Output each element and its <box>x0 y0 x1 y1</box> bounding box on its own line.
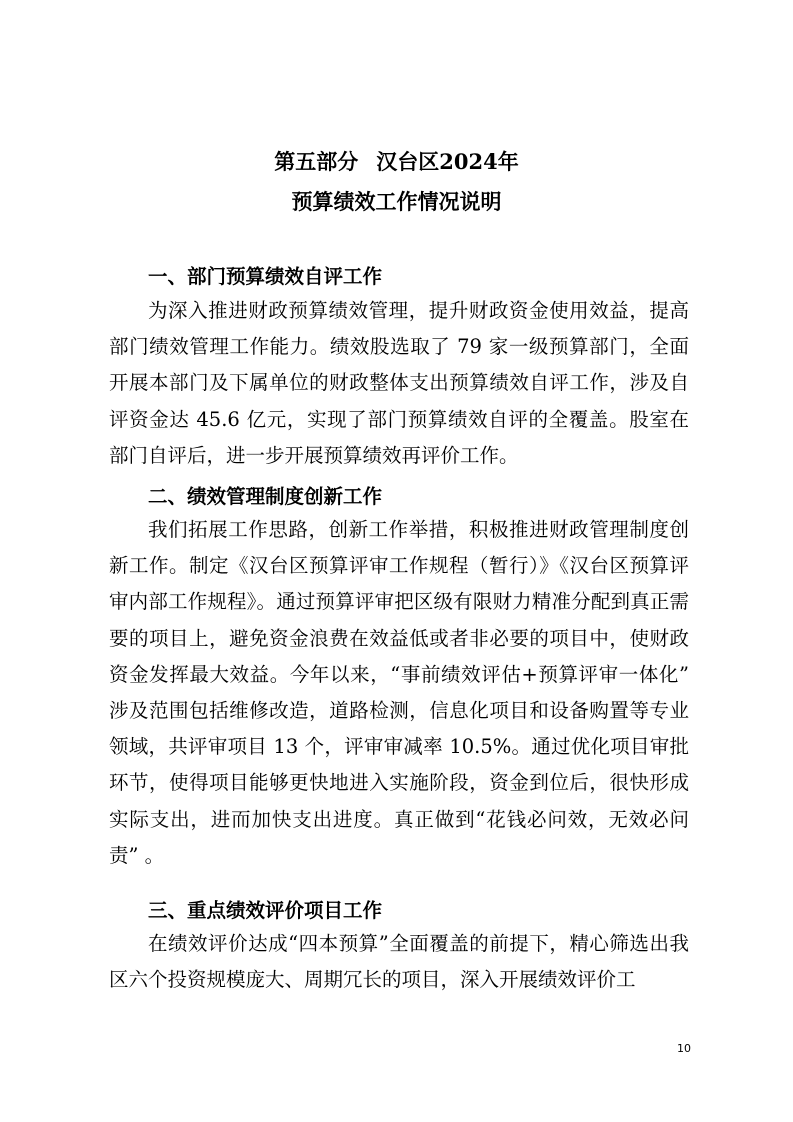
section-paragraph-2 <box>109 512 689 874</box>
text-line: 全面开展本部门及下属单位的财政整体支出预算绩效自评工作， <box>109 335 689 395</box>
text-line: 创新工作。制定《汉台区预算评审工作规程（暂行）》《汉台区预 <box>109 518 689 578</box>
section-heading-2: 二、绩效管理制度创新工作 <box>148 485 383 508</box>
title-part-label: 第五部分 <box>274 149 359 174</box>
text-line: 金到位后，很快形成实际支出，进而加快支出进度。真正做到“花 <box>109 771 689 831</box>
text-line: 算评审内部工作规程》。通过预算评审把区级有限财力精准分配 <box>109 554 689 614</box>
section-heading-3: 三、重点绩效评价项目工作 <box>148 899 383 922</box>
text-line: 为深入推进财政预算绩效管理，提升财政资金使用效益，提 <box>148 299 670 322</box>
text-line: 到真正需要的项目上，避免资金浪费在效益低或者非必要的项目 <box>109 590 689 650</box>
text-line: 评审一体化” 涉及范围包括维修改造，道路检测，信息化项目和 <box>109 662 689 723</box>
section-heading-1: 一、部门预算绩效自评工作 <box>148 265 383 288</box>
text-line: 股室在部门自评后，进一步开展预算绩效再评价工作。 <box>109 407 689 467</box>
text-line: 中，使财政资金发挥最大效益。今年以来，“事前绩效评估+预算 <box>109 626 689 686</box>
title-region-year: 汉台区2024年 <box>376 149 519 174</box>
text-line: 钱必问效，无效必问责” 。 <box>109 807 689 867</box>
text-line: 我们拓展工作思路，创新工作举措，积极推进财政管理制度 <box>148 518 670 541</box>
text-line: 涉及自评资金达 45.6 亿元，实现了部门预算绩效自评的全覆盖。 <box>109 371 689 431</box>
text-line: 高部门绩效管理工作能力。绩效股选取了 79 家一级预算部门， <box>109 299 689 359</box>
text-line: 在绩效评价达成“四本预算”全面覆盖的前提下，精心筛选出 <box>148 932 670 955</box>
text-line: 我区六个投资规模庞大、周期冗长的项目，深入开展绩效评价工 <box>109 932 689 992</box>
page-number: 10 <box>677 1042 691 1055</box>
section-paragraph-1 <box>109 293 689 474</box>
section-paragraph-3 <box>109 926 689 998</box>
text-line: 通过优化项目审批环节，使得项目能够更快地进入实施阶段，资 <box>109 735 689 795</box>
page-title-line-2: 预算绩效工作情况说明 <box>291 189 502 214</box>
page-title-line-1 <box>0 147 793 177</box>
text-line: 设备购置等专业领域，共评审项目 13 个，评审审减率 10.5%。 <box>109 699 689 759</box>
